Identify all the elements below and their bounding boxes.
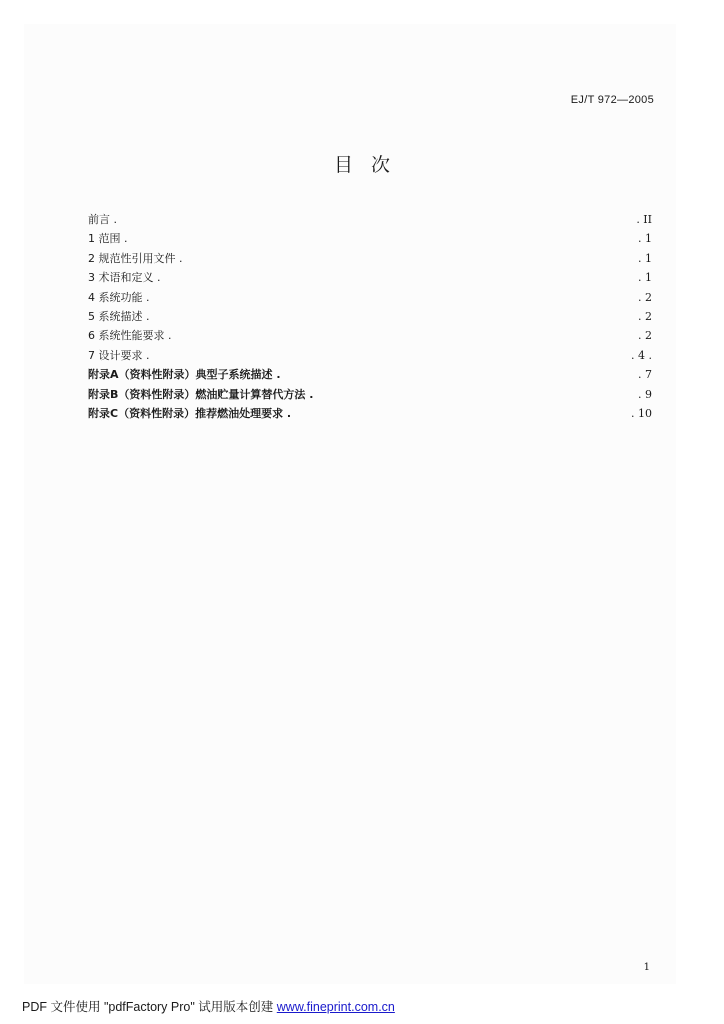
toc-entry-label: 2 规范性引用文件 . (88, 251, 183, 265)
toc-entry-page: . 7 (638, 368, 652, 382)
toc-entry-label: 4 系统功能 . (88, 290, 150, 304)
toc-entry-scope[interactable] (88, 229, 652, 248)
pdf-watermark (22, 997, 395, 1015)
toc-entry-page: . 2 (638, 329, 652, 343)
toc-entry-page: . 1 (638, 251, 652, 265)
toc-entry-page: . 4 . (631, 348, 652, 362)
toc-entry-page: . 1 (638, 271, 652, 285)
watermark-text: PDF 文件使用 "pdfFactory Pro" 试用版本创建 (22, 1000, 274, 1014)
toc-entry-page: . 2 (638, 309, 652, 323)
toc-entry-page: . 1 (638, 232, 652, 246)
toc-entry-annex-c[interactable] (88, 404, 652, 423)
toc-entry-label: 5 系统描述 . (88, 309, 150, 323)
page-number: 1 (643, 962, 650, 973)
toc-entry-system-description[interactable] (88, 307, 652, 326)
toc-entry-page: . 9 (638, 387, 652, 401)
toc-entry-page: . 2 (638, 290, 652, 304)
toc-entry-terms-definitions[interactable] (88, 268, 652, 287)
toc-entry-page: . 10 (631, 406, 652, 420)
watermark-link[interactable]: www.fineprint.com.cn (276, 1000, 395, 1014)
toc-entry-label: 6 系统性能要求 . (88, 329, 172, 343)
toc-entry-label: 1 范围 . (88, 232, 128, 246)
toc-entry-normative-references[interactable] (88, 249, 652, 268)
toc-entry-label: 前言 . (88, 213, 117, 226)
toc-entry-performance-requirements[interactable] (88, 326, 652, 345)
toc-entry-label: 附录A（资料性附录）典型子系统描述 . (88, 368, 281, 382)
page-title: 目次 (333, 154, 408, 176)
toc-entry-design-requirements[interactable] (88, 346, 652, 365)
toc-entry-foreword[interactable] (88, 210, 652, 229)
toc-entry-page: . II (636, 213, 652, 226)
table-of-contents (88, 210, 652, 423)
toc-entry-label: 附录C（资料性附录）推荐燃油处理要求 . (88, 406, 292, 420)
toc-entry-annex-b[interactable] (88, 385, 652, 404)
toc-entry-label: 3 术语和定义 . (88, 271, 161, 285)
toc-entry-label: 附录B（资料性附录）燃油贮量计算替代方法 . (88, 387, 314, 401)
toc-entry-annex-a[interactable] (88, 365, 652, 384)
document-code: EJ/T 972—2005 (570, 94, 654, 106)
toc-entry-label: 7 设计要求 . (88, 348, 150, 362)
toc-entry-system-functions[interactable] (88, 288, 652, 307)
